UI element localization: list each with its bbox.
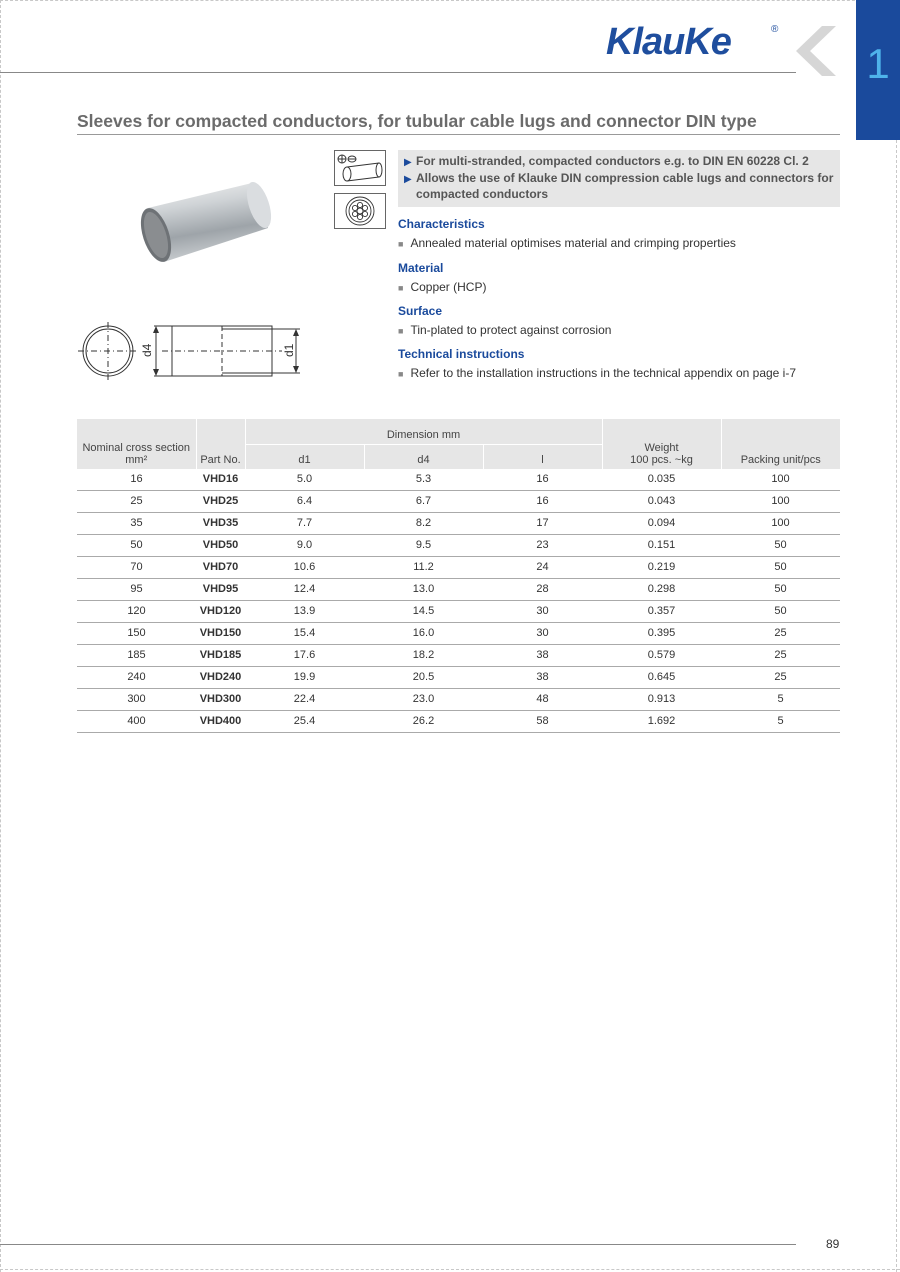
cell-l: 17 <box>483 512 602 534</box>
cell-d4: 5.3 <box>364 469 483 491</box>
cell-l: 30 <box>483 622 602 644</box>
header-weight <box>602 419 721 469</box>
header-l: l <box>483 444 602 469</box>
feature-bullet-2-continued: compacted conductors <box>416 187 549 201</box>
cell-cross-section: 25 <box>77 490 196 512</box>
cell-part-no: VHD150 <box>196 622 245 644</box>
cell-part-no: VHD35 <box>196 512 245 534</box>
cell-l: 38 <box>483 644 602 666</box>
cell-d1: 9.0 <box>245 534 364 556</box>
cell-d1: 15.4 <box>245 622 364 644</box>
page-border-top <box>0 0 900 1</box>
cell-packing: 5 <box>721 688 840 710</box>
page-title: Sleeves for compacted conductors, for tubular cable lugs and connector DIN type <box>77 111 757 131</box>
dimension-label-d4: d4 <box>140 343 154 357</box>
cell-packing: 100 <box>721 512 840 534</box>
cell-cross-section: 35 <box>77 512 196 534</box>
cell-packing: 50 <box>721 600 840 622</box>
header-rule <box>0 72 796 73</box>
cell-cross-section: 300 <box>77 688 196 710</box>
header-part-no: Part No. <box>196 419 245 469</box>
cell-packing: 50 <box>721 534 840 556</box>
cell-d1: 7.7 <box>245 512 364 534</box>
cell-cross-section: 95 <box>77 578 196 600</box>
header-cross-section-text: Nominal cross section <box>82 441 191 454</box>
cell-part-no: VHD120 <box>196 600 245 622</box>
material-heading: Material <box>398 261 444 275</box>
cell-d4: 26.2 <box>364 710 483 732</box>
cell-d4: 23.0 <box>364 688 483 710</box>
table-body <box>77 469 840 733</box>
cell-weight: 0.913 <box>602 688 721 710</box>
table-row <box>77 512 840 534</box>
cell-packing: 25 <box>721 666 840 688</box>
cell-part-no: VHD95 <box>196 578 245 600</box>
cell-l: 58 <box>483 710 602 732</box>
page-number: 89 <box>826 1237 840 1251</box>
cell-d4: 16.0 <box>364 622 483 644</box>
table-row <box>77 710 840 732</box>
cell-weight: 0.298 <box>602 578 721 600</box>
cell-part-no: VHD300 <box>196 688 245 710</box>
feature-text-1: For multi-stranded, compacted conductors e.g. to DIN EN 60228 Cl. 2 <box>416 154 809 168</box>
dimension-label-d1: d1 <box>282 343 296 357</box>
cell-packing: 50 <box>721 578 840 600</box>
square-bullet-icon: ■ <box>398 283 404 293</box>
technical-instructions-item <box>398 366 796 380</box>
cell-d1: 12.4 <box>245 578 364 600</box>
cell-d4: 18.2 <box>364 644 483 666</box>
cell-weight: 0.357 <box>602 600 721 622</box>
header-d1: d1 <box>245 444 364 469</box>
cell-cross-section: 70 <box>77 556 196 578</box>
cell-weight: 0.645 <box>602 666 721 688</box>
characteristics-item <box>398 236 736 250</box>
cell-packing: 25 <box>721 644 840 666</box>
title-rule <box>77 134 840 135</box>
triangle-right-icon: ▶ <box>404 157 412 168</box>
table-row <box>77 534 840 556</box>
cell-cross-section: 16 <box>77 469 196 491</box>
chapter-tab <box>856 0 900 140</box>
cell-l: 16 <box>483 469 602 491</box>
klauke-logo: KlauKe <box>606 21 731 63</box>
cell-cross-section: 50 <box>77 534 196 556</box>
header-packing: Packing unit/pcs <box>721 419 840 469</box>
cell-packing: 50 <box>721 556 840 578</box>
cell-d1: 22.4 <box>245 688 364 710</box>
cell-d1: 10.6 <box>245 556 364 578</box>
cell-packing: 100 <box>721 469 840 491</box>
cell-l: 24 <box>483 556 602 578</box>
surface-item <box>398 323 611 337</box>
cell-d1: 17.6 <box>245 644 364 666</box>
cell-d4: 14.5 <box>364 600 483 622</box>
square-bullet-icon: ■ <box>398 239 404 249</box>
conductor-type-icon-box <box>334 150 386 186</box>
cell-weight: 0.035 <box>602 469 721 491</box>
cell-cross-section: 150 <box>77 622 196 644</box>
table-row <box>77 666 840 688</box>
cell-weight: 0.094 <box>602 512 721 534</box>
table-row <box>77 578 840 600</box>
cell-weight: 0.395 <box>602 622 721 644</box>
feature-text-2: Allows the use of Klauke DIN compression cable lugs and connectors for <box>416 171 834 185</box>
table-row <box>77 600 840 622</box>
header-cross-section <box>77 419 196 469</box>
cell-d1: 6.4 <box>245 490 364 512</box>
cell-l: 28 <box>483 578 602 600</box>
header-cross-section-unit: mm² <box>125 453 148 466</box>
chevron-left-icon <box>796 26 840 76</box>
cell-part-no: VHD185 <box>196 644 245 666</box>
cell-d1: 25.4 <box>245 710 364 732</box>
header-weight-unit: 100 pcs. ~kg <box>630 453 693 466</box>
cell-weight: 0.043 <box>602 490 721 512</box>
material-text: Copper (HCP) <box>410 280 487 294</box>
cell-d4: 11.2 <box>364 556 483 578</box>
table-row <box>77 644 840 666</box>
header-dimension: Dimension mm <box>245 419 602 444</box>
cell-packing: 5 <box>721 710 840 732</box>
cell-l: 48 <box>483 688 602 710</box>
compacted-conductor-icon <box>335 151 385 185</box>
cell-weight: 1.692 <box>602 710 721 732</box>
table-row <box>77 556 840 578</box>
cell-d4: 8.2 <box>364 512 483 534</box>
cell-l: 30 <box>483 600 602 622</box>
specification-table <box>77 419 840 733</box>
cell-l: 16 <box>483 490 602 512</box>
cell-d4: 20.5 <box>364 666 483 688</box>
header-d4: d4 <box>364 444 483 469</box>
header-weight-text: Weight <box>644 441 679 454</box>
cell-part-no: VHD70 <box>196 556 245 578</box>
characteristics-heading: Characteristics <box>398 217 485 231</box>
page-border-left <box>0 0 1 1272</box>
cell-part-no: VHD50 <box>196 534 245 556</box>
technical-instructions-text: Refer to the installation instructions in the technical appendix on page i-7 <box>410 366 797 380</box>
cell-cross-section: 240 <box>77 666 196 688</box>
table-row <box>77 688 840 710</box>
cross-section-icon-box <box>334 193 386 229</box>
characteristics-text: Annealed material optimises material and crimping properties <box>410 236 736 250</box>
cell-d1: 5.0 <box>245 469 364 491</box>
page-border-right <box>896 140 897 1272</box>
cell-d1: 19.9 <box>245 666 364 688</box>
footer-rule <box>0 1244 796 1245</box>
cell-cross-section: 185 <box>77 644 196 666</box>
cell-d4: 9.5 <box>364 534 483 556</box>
technical-instructions-heading: Technical instructions <box>398 347 525 361</box>
square-bullet-icon: ■ <box>398 369 404 379</box>
feature-bullet-1 <box>404 153 809 171</box>
cell-cross-section: 120 <box>77 600 196 622</box>
cell-l: 23 <box>483 534 602 556</box>
surface-text: Tin-plated to protect against corrosion <box>410 323 612 337</box>
cell-part-no: VHD400 <box>196 710 245 732</box>
cell-weight: 0.151 <box>602 534 721 556</box>
cell-cross-section: 400 <box>77 710 196 732</box>
chapter-number: 1 <box>866 40 890 87</box>
page-border-bottom <box>0 1269 900 1270</box>
surface-heading: Surface <box>398 304 443 318</box>
material-item <box>398 280 486 294</box>
cell-weight: 0.579 <box>602 644 721 666</box>
cell-weight: 0.219 <box>602 556 721 578</box>
square-bullet-icon: ■ <box>398 326 404 336</box>
product-photo <box>128 178 278 270</box>
strand-cross-section-icon <box>335 194 385 228</box>
cell-packing: 100 <box>721 490 840 512</box>
technical-drawing <box>76 316 308 386</box>
table-row <box>77 622 840 644</box>
cell-packing: 25 <box>721 622 840 644</box>
triangle-right-icon: ▶ <box>404 174 412 185</box>
cell-l: 38 <box>483 666 602 688</box>
cell-d4: 6.7 <box>364 490 483 512</box>
cell-d1: 13.9 <box>245 600 364 622</box>
cell-part-no: VHD25 <box>196 490 245 512</box>
cell-part-no: VHD16 <box>196 469 245 491</box>
table-row <box>77 490 840 512</box>
cell-part-no: VHD240 <box>196 666 245 688</box>
cell-d4: 13.0 <box>364 578 483 600</box>
registered-mark: ® <box>771 24 779 35</box>
table-row <box>77 469 840 491</box>
